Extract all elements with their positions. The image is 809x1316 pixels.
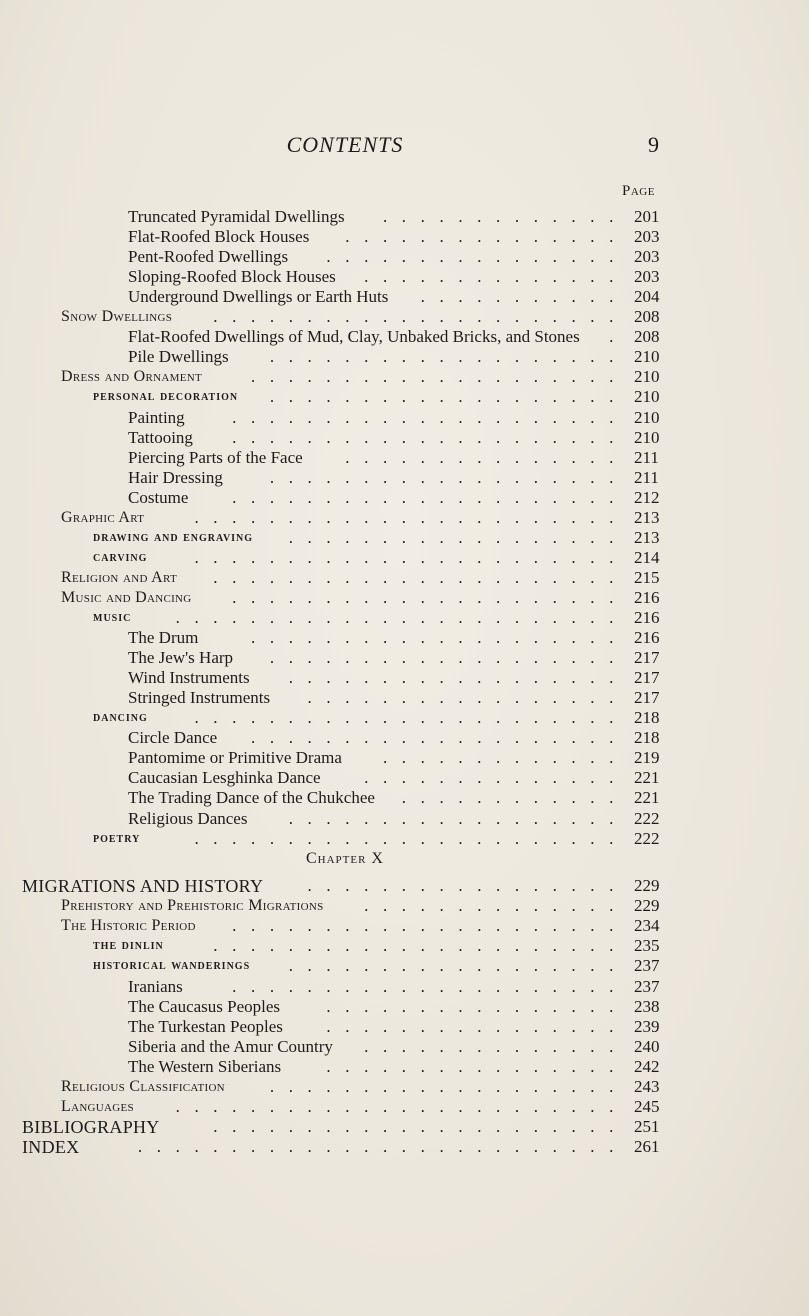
toc-entry-title: MIGRATIONS AND HISTORY bbox=[22, 876, 264, 896]
toc-leader-dots: .................. bbox=[288, 668, 628, 688]
toc-entry-title: The Trading Dance of the Chukchee bbox=[128, 788, 375, 808]
toc-entry-title: Flat-Roofed Dwellings of Mud, Clay, Unbaked Bricks, and Stones bbox=[128, 327, 580, 347]
toc-leader-dots: .............. bbox=[364, 896, 628, 916]
toc-entry bbox=[0, 608, 809, 628]
toc-entry-title: Piercing Parts of the Face bbox=[128, 447, 303, 467]
toc-leader-dots: ................ bbox=[326, 1016, 628, 1036]
running-header-title: CONTENTS bbox=[286, 132, 404, 157]
toc-entry-title: Prehistory and Prehistoric Migrations bbox=[61, 897, 324, 915]
toc-entry-page: 210 bbox=[634, 347, 660, 367]
toc-entry-title: Wind Instruments bbox=[128, 668, 250, 688]
toc-entry bbox=[0, 628, 809, 648]
toc-entry bbox=[0, 327, 809, 347]
toc-leader-dots: . bbox=[609, 327, 628, 347]
toc-entry-title: Sloping-Roofed Block Houses bbox=[128, 267, 336, 287]
toc-entry bbox=[0, 1097, 809, 1117]
toc-entry-page: 237 bbox=[634, 956, 660, 976]
toc-entry-title: Snow Dwellings bbox=[61, 308, 173, 326]
toc-entry-page: 229 bbox=[634, 876, 660, 895]
chapter-heading: Chapter X bbox=[305, 850, 384, 867]
toc-entry bbox=[0, 708, 809, 728]
toc-leader-dots: ...................... bbox=[213, 1117, 628, 1137]
toc-entry-page: 211 bbox=[634, 467, 659, 487]
toc-leader-dots: ....................... bbox=[194, 708, 628, 728]
toc-entry-title: Flat-Roofed Block Houses bbox=[128, 227, 310, 247]
toc-entry-title: Iranians bbox=[128, 976, 183, 996]
toc-entry-page: 238 bbox=[634, 996, 660, 1016]
toc-entry-page: 204 bbox=[634, 287, 660, 307]
toc-entry bbox=[0, 408, 809, 428]
toc-entry-title: Pent-Roofed Dwellings bbox=[128, 247, 289, 267]
toc-entry bbox=[0, 1077, 809, 1097]
toc-entry bbox=[0, 688, 809, 708]
toc-entry bbox=[0, 227, 809, 247]
toc-entry-page: 208 bbox=[634, 307, 660, 327]
toc-entry-page: 229 bbox=[634, 896, 660, 916]
page-column-label: Page bbox=[622, 183, 655, 199]
toc-leader-dots: ...................... bbox=[213, 307, 628, 327]
toc-entry-page: 210 bbox=[634, 387, 660, 407]
toc-entry-title: Underground Dwellings or Earth Huts bbox=[128, 287, 389, 307]
toc-entry bbox=[0, 876, 809, 896]
toc-entry-page: 216 bbox=[634, 608, 660, 627]
toc-entry-title: Religious Classification bbox=[61, 1078, 225, 1095]
toc-entry-page: 203 bbox=[634, 247, 660, 267]
toc-entry bbox=[0, 916, 809, 936]
toc-entry-title: The Western Siberians bbox=[128, 1056, 282, 1076]
toc-entry-page: 210 bbox=[634, 367, 660, 387]
toc-entry-title: Religious Dances bbox=[128, 808, 248, 828]
toc-entry-page: 221 bbox=[634, 768, 660, 788]
toc-entry-title: personal decoration bbox=[93, 389, 239, 405]
toc-leader-dots: .................. bbox=[288, 808, 628, 828]
toc-entry-title: historical wanderings bbox=[93, 958, 251, 974]
toc-leader-dots: .................... bbox=[251, 628, 628, 648]
toc-leader-dots: ..................... bbox=[232, 587, 628, 607]
toc-entry-page: 211 bbox=[634, 447, 659, 467]
toc-entry-title: Siberia and the Amur Country bbox=[128, 1036, 333, 1056]
toc-entry bbox=[0, 207, 809, 227]
toc-leader-dots: ................... bbox=[269, 387, 628, 407]
toc-entry bbox=[0, 809, 809, 829]
toc-leader-dots: ................... bbox=[269, 347, 628, 367]
toc-leader-dots: ............. bbox=[382, 207, 628, 226]
toc-leader-dots: ........................ bbox=[175, 608, 628, 627]
toc-leader-dots: ........... bbox=[420, 287, 628, 307]
toc-entry-title: Religion and Art bbox=[61, 568, 177, 586]
toc-entry bbox=[0, 468, 809, 488]
toc-entry-title: music bbox=[93, 610, 132, 625]
toc-entry-page: 214 bbox=[634, 547, 660, 567]
toc-entry-page: 212 bbox=[634, 487, 660, 507]
toc-entry bbox=[0, 568, 809, 588]
toc-entry bbox=[0, 508, 809, 528]
toc-entry-page: 217 bbox=[634, 668, 660, 688]
toc-entry bbox=[0, 287, 809, 307]
toc-leader-dots: ....................... bbox=[194, 828, 628, 848]
toc-entry bbox=[0, 1117, 809, 1137]
toc-entry-title: Painting bbox=[128, 407, 185, 427]
toc-entry bbox=[0, 896, 809, 916]
toc-entry bbox=[0, 1137, 809, 1157]
toc-entry bbox=[0, 247, 809, 267]
toc-entry-title: Circle Dance bbox=[128, 728, 218, 748]
toc-entry bbox=[0, 936, 809, 956]
toc-entry-page: 213 bbox=[634, 527, 660, 547]
toc-leader-dots: ...................... bbox=[213, 567, 628, 587]
toc-entry-page: 222 bbox=[634, 808, 660, 828]
toc-leader-dots: ................. bbox=[307, 688, 628, 708]
toc-leader-dots: .................. bbox=[288, 956, 628, 976]
toc-entry-title: The Historic Period bbox=[61, 917, 196, 935]
toc-entry-title: carving bbox=[93, 549, 148, 565]
toc-entry-page: 234 bbox=[634, 916, 660, 936]
toc-leader-dots: .............. bbox=[364, 768, 628, 788]
toc-entry bbox=[0, 588, 809, 608]
toc-entry bbox=[0, 1037, 809, 1057]
toc-entry-title: The Drum bbox=[128, 628, 199, 648]
toc-entry-title: Pantomime or Primitive Drama bbox=[128, 748, 342, 768]
running-header-page-number: 9 bbox=[648, 132, 659, 157]
toc-entry-page: 251 bbox=[634, 1117, 660, 1137]
toc-entry-title: Hair Dressing bbox=[128, 467, 223, 487]
toc-entry-page: 210 bbox=[634, 427, 660, 447]
toc-leader-dots: ..................... bbox=[232, 427, 628, 447]
toc-entry-title: Truncated Pyramidal Dwellings bbox=[128, 207, 345, 226]
toc-entry-page: 217 bbox=[634, 648, 660, 668]
toc-entry-page: 218 bbox=[634, 708, 660, 728]
toc-entry-page: 240 bbox=[634, 1036, 660, 1056]
toc-entry bbox=[0, 668, 809, 688]
toc-entry-page: 208 bbox=[634, 327, 660, 347]
toc-leader-dots: ................ bbox=[326, 1056, 628, 1076]
toc-leader-dots: ..................... bbox=[232, 487, 628, 507]
toc-entry bbox=[0, 977, 809, 997]
toc-entry-page: 221 bbox=[634, 788, 660, 808]
toc-entry bbox=[0, 788, 809, 808]
toc-leader-dots: ................... bbox=[269, 467, 628, 487]
toc-entry-title: dancing bbox=[93, 710, 148, 726]
toc-entry-title: Languages bbox=[61, 1098, 134, 1116]
toc-entry-title: Graphic Art bbox=[61, 508, 145, 526]
toc-leader-dots: ................... bbox=[269, 648, 628, 668]
toc-entry bbox=[0, 267, 809, 287]
toc-entry bbox=[0, 448, 809, 468]
toc-entry bbox=[0, 768, 809, 788]
toc-entry-page: 239 bbox=[634, 1016, 660, 1036]
toc-entry-page: 213 bbox=[634, 507, 660, 527]
toc-leader-dots: ................ bbox=[326, 247, 628, 267]
toc-entry-title: The Turkestan Peoples bbox=[128, 1016, 283, 1036]
toc-entry-title: Costume bbox=[128, 487, 189, 507]
toc-leader-dots: ..................... bbox=[232, 976, 628, 996]
toc-entry-title: INDEX bbox=[22, 1137, 80, 1158]
toc-entry bbox=[0, 956, 809, 976]
toc-leader-dots: ....................... bbox=[194, 507, 628, 527]
toc-leader-dots: ............... bbox=[345, 447, 628, 467]
toc-leader-dots: .............. bbox=[364, 1036, 628, 1056]
toc-entry-page: 235 bbox=[634, 936, 660, 956]
toc-entry-page: 210 bbox=[634, 407, 660, 427]
toc-leader-dots: ............... bbox=[345, 227, 628, 247]
toc-entry-page: 261 bbox=[634, 1137, 660, 1157]
toc-entry-page: 237 bbox=[634, 976, 660, 996]
toc-entry-page: 203 bbox=[634, 227, 660, 247]
toc-entry-page: 216 bbox=[634, 587, 660, 607]
toc-leader-dots: ...................... bbox=[213, 936, 628, 956]
toc-entry-title: Caucasian Lesghinka Dance bbox=[128, 768, 321, 788]
toc-entry-page: 218 bbox=[634, 728, 660, 748]
toc-leader-dots: ................. bbox=[307, 876, 628, 895]
toc-entry-title: Music and Dancing bbox=[61, 588, 192, 606]
toc-entry bbox=[0, 367, 809, 387]
toc-leader-dots: ....................... bbox=[194, 547, 628, 567]
toc-entry bbox=[0, 1017, 809, 1037]
toc-entry-page: 215 bbox=[634, 567, 660, 587]
toc-entry-title: the dinlin bbox=[93, 938, 164, 954]
toc-entry bbox=[0, 648, 809, 668]
toc-entry bbox=[0, 428, 809, 448]
toc-entry bbox=[0, 528, 809, 548]
toc-entry-page: 216 bbox=[634, 628, 660, 648]
toc-leader-dots: ..................... bbox=[232, 407, 628, 427]
toc-leader-dots: .................... bbox=[251, 728, 628, 748]
toc-entry-page: 201 bbox=[634, 207, 660, 226]
toc-entry-title: The Caucasus Peoples bbox=[128, 996, 281, 1016]
toc-entry-title: Stringed Instruments bbox=[128, 688, 271, 708]
toc-entry bbox=[0, 1057, 809, 1077]
toc-entry-page: 242 bbox=[634, 1056, 660, 1076]
toc-leader-dots: ..................... bbox=[232, 916, 628, 936]
toc-leader-dots: ................... bbox=[269, 1077, 628, 1096]
toc-entry-page: 219 bbox=[634, 748, 660, 768]
toc-leader-dots: ................ bbox=[326, 996, 628, 1016]
toc-entry-title: BIBLIOGRAPHY bbox=[22, 1117, 160, 1138]
toc-entry-page: 243 bbox=[634, 1077, 660, 1096]
toc-entry bbox=[0, 997, 809, 1017]
toc-entry bbox=[0, 829, 809, 849]
toc-entry-page: 217 bbox=[634, 688, 660, 708]
toc-entry-title: Pile Dwellings bbox=[128, 347, 229, 367]
toc-entry-title: drawing and engraving bbox=[93, 529, 254, 545]
toc-entry-page: 222 bbox=[634, 828, 660, 848]
toc-entry bbox=[0, 387, 809, 407]
toc-leader-dots: ............. bbox=[382, 748, 628, 768]
toc-entry bbox=[0, 748, 809, 768]
toc-entry-page: 203 bbox=[634, 267, 660, 287]
toc-entry bbox=[0, 488, 809, 508]
toc-leader-dots: .................. bbox=[288, 527, 628, 547]
toc-entry bbox=[0, 728, 809, 748]
toc-entry bbox=[0, 307, 809, 327]
toc-leader-dots: .................... bbox=[251, 367, 628, 387]
toc-entry-title: The Jew's Harp bbox=[128, 648, 234, 668]
toc-leader-dots: .......................... bbox=[137, 1137, 628, 1157]
toc-entry-title: Tattooing bbox=[128, 427, 193, 447]
toc-leader-dots: ........................ bbox=[175, 1097, 628, 1117]
toc-entry-title: poetry bbox=[93, 830, 141, 846]
toc-entry bbox=[0, 548, 809, 568]
toc-leader-dots: ............ bbox=[401, 788, 628, 808]
toc-entry bbox=[0, 347, 809, 367]
toc-entry-title: Dress and Ornament bbox=[61, 368, 203, 386]
toc-entry-page: 245 bbox=[634, 1097, 660, 1117]
toc-leader-dots: .............. bbox=[364, 267, 628, 287]
